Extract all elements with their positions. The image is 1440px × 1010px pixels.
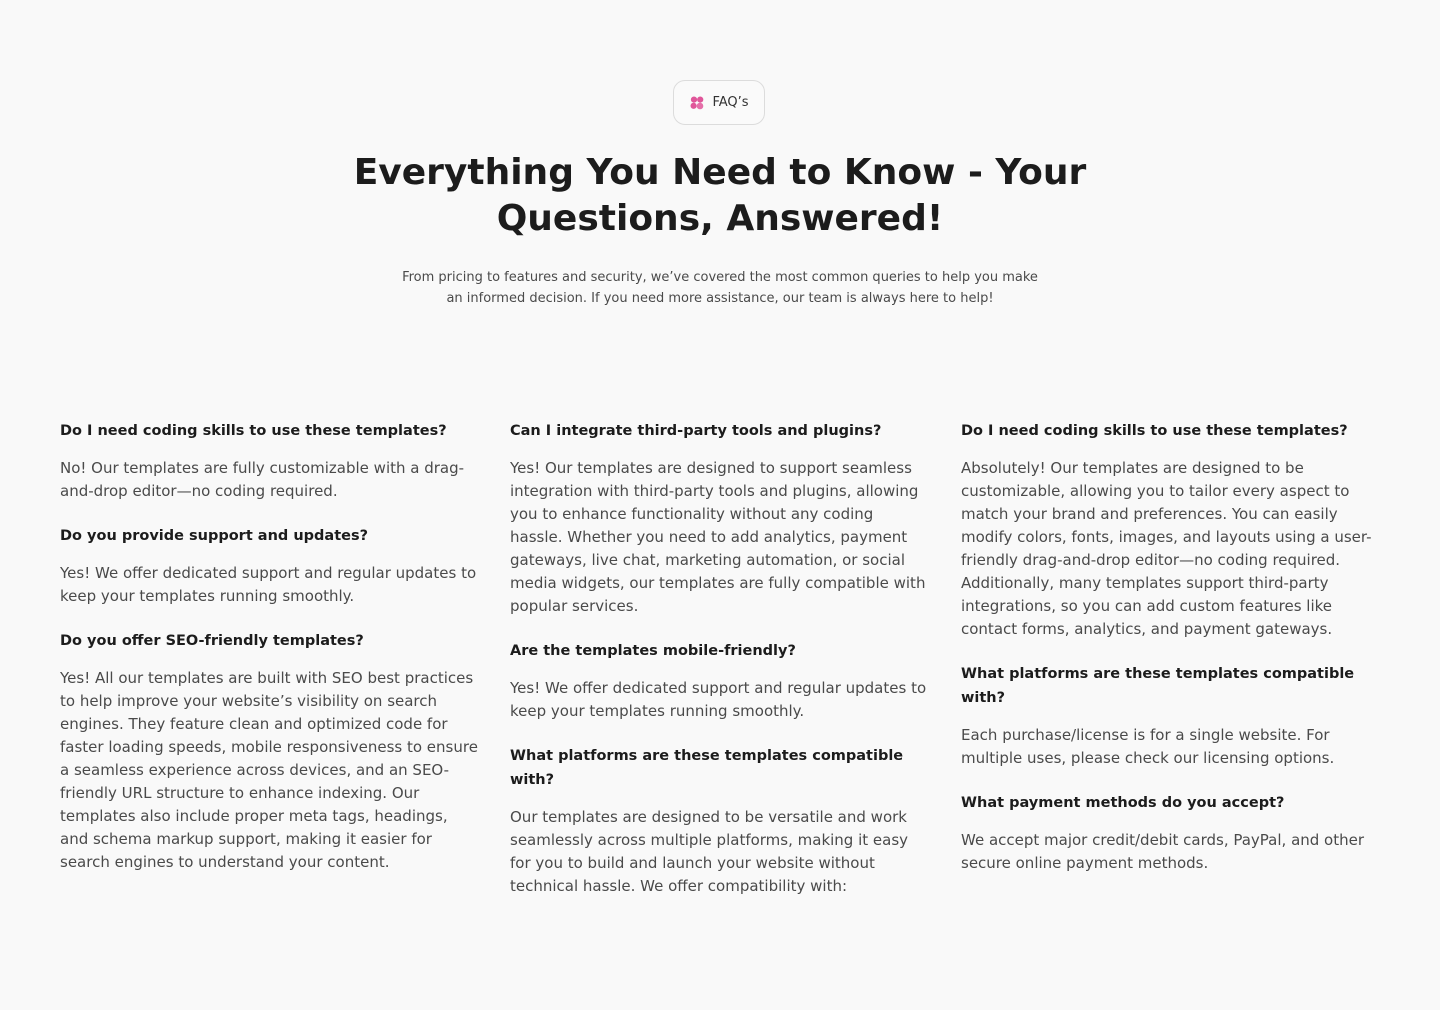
faq-answer: No! Our templates are fully customizable with a drag-and-drop editor—no coding required. (60, 459, 465, 500)
faq-answer: Yes! We offer dedicated support and regular updates to keep your templates running smoothly. (60, 564, 477, 605)
faq-item (60, 629, 480, 874)
faq-item (961, 791, 1381, 875)
faq-column-3 (961, 419, 1381, 896)
faq-answer: Absolutely! Our templates are designed to be customizable, allowing you to tailor every aspect to match your brand and preferences. You can easily modify colors, fonts, images, and layouts using a user-friendly drag-and-drop editor—no coding required. Additionally, many templates support third-party integrations, so you can add custom features like contact forms, analytics, and payment gateways. (961, 459, 1372, 638)
faq-answer: Yes! All our templates are built with SEO best practices to help improve your website’s visibility on search engines. They feature clean and optimized code for faster loading speeds, mobile responsiveness to ensure a seamless experience across devices, and an SEO-friendly URL structure to enhance indexing. Our templates also include proper meta tags, headings, and schema markup support, making it easier for search engines to understand your content. (60, 669, 478, 871)
flower-icon (689, 95, 705, 111)
faq-question: Do you offer SEO-friendly templates? (60, 633, 364, 649)
faq-question: What platforms are these templates compatible with? (961, 666, 1355, 706)
faq-badge-label: FAQ’s (712, 95, 749, 110)
faq-item (510, 639, 930, 723)
faq-badge (673, 80, 765, 125)
faq-question: Are the templates mobile-friendly? (510, 643, 796, 659)
faq-answer: Each purchase/license is for a single website. For multiple uses, please check our licensing options. (961, 726, 1335, 767)
faq-item (961, 419, 1381, 641)
faq-answer: Yes! Our templates are designed to support seamless integration with third-party tools and plugins, allowing you to enhance functionality without any coding hassle. Whether you need to add analytics, payment gateways, live chat, marketing automation, or social media widgets, our templates are fully compatible with popular services. (510, 459, 926, 615)
faq-question: What payment methods do you accept? (961, 795, 1285, 811)
page-title: Everything You Need to Know - Your Questions, Answered! (353, 152, 1087, 239)
faq-column-1 (60, 419, 480, 895)
faq-item (510, 744, 930, 898)
faq-item (60, 524, 480, 608)
faq-question: Do you provide support and updates? (60, 528, 369, 544)
faq-question: What platforms are these templates compatible with? (510, 748, 904, 788)
faq-answer: We accept major credit/debit cards, PayPal, and other secure online payment methods. (961, 831, 1365, 872)
faq-item (961, 662, 1381, 770)
faq-answer: Our templates are designed to be versatile and work seamlessly across multiple platforms, making it easy for you to build and launch your website without technical hassle. We offer compatibility with: (510, 808, 909, 895)
faq-item (60, 419, 480, 503)
faq-question: Do I need coding skills to use these templates? (60, 423, 447, 439)
faq-question: Do I need coding skills to use these templates? (961, 423, 1348, 439)
faq-question: Can I integrate third-party tools and plugins? (510, 423, 882, 439)
faq-answer: Yes! We offer dedicated support and regular updates to keep your templates running smoothly. (510, 679, 927, 720)
faq-item (510, 419, 930, 618)
faq-column-2 (510, 419, 930, 919)
page-subtitle: From pricing to features and security, we’ve covered the most common queries to help you make an informed decision. If you need more assistance, our team is always here to help! (402, 270, 1038, 306)
